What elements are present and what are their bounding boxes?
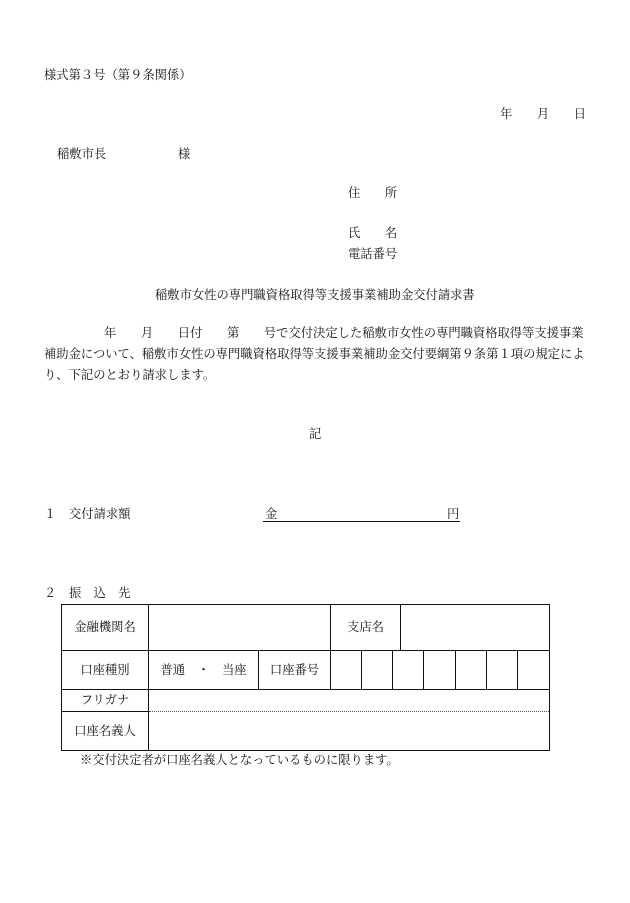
furigana-label: フリガナ (62, 690, 149, 712)
body-line-1: 年 月 日付 第 号で交付決定した稲敷市女性の専門職資格取得等支援事業 (104, 326, 584, 340)
account-type-options: 普通 ・ 当座 (149, 651, 259, 689)
furigana-row (62, 690, 549, 712)
bank-name-label: 金融機関名 (62, 605, 149, 650)
bank-name-value-cell (149, 605, 331, 650)
date-line: 年 月 日 (500, 107, 587, 121)
account-number-digit-box (518, 651, 549, 689)
holder-label: 口座名義人 (62, 712, 149, 750)
addressee-name: 稲敷市長 (57, 147, 107, 161)
account-number-label: 口座番号 (259, 651, 331, 689)
item2-number: ２ (44, 586, 57, 600)
item1-number: １ (44, 507, 57, 521)
body-line-2: 補助金について、稲敷市女性の専門職資格取得等支援事業補助金交付要綱第９条第１項の規定によ (44, 347, 585, 361)
account-row (62, 651, 549, 690)
account-number-digit-box (362, 651, 393, 689)
account-number-digit-box (424, 651, 456, 689)
footnote: ※交付決定者が口座名義人となっているものに限ります。 (80, 753, 399, 767)
bank-transfer-table (61, 604, 550, 751)
record-heading: 記 (309, 427, 322, 441)
addressee-honorific: 様 (178, 147, 191, 161)
item1-label: 交付請求額 (69, 507, 131, 521)
account-number-digit-box (487, 651, 518, 689)
amount-prefix: 金 (265, 507, 278, 521)
form-number: 様式第３号（第９条関係） (44, 68, 192, 82)
amount-suffix: 円 (447, 507, 460, 521)
account-type-label: 口座種別 (62, 651, 149, 689)
branch-label: 支店名 (331, 605, 401, 650)
holder-row (62, 712, 549, 750)
amount-underline (263, 521, 460, 522)
account-number-digit-box (456, 651, 487, 689)
body-line-3: り、下記のとおり請求します。 (44, 368, 216, 382)
bank-row (62, 605, 549, 651)
holder-value-cell (149, 712, 549, 750)
furigana-value-cell (149, 690, 549, 712)
branch-value-cell (401, 605, 549, 650)
account-number-digit-box (331, 651, 362, 689)
applicant-name-label: 氏 名 (348, 226, 398, 240)
applicant-phone-label: 電話番号 (348, 247, 398, 261)
document-title: 稲敷市女性の専門職資格取得等支援事業補助金交付請求書 (155, 288, 475, 302)
item2-label: 振 込 先 (69, 586, 131, 600)
applicant-address-label: 住 所 (348, 186, 398, 200)
account-number-digit-box (393, 651, 424, 689)
